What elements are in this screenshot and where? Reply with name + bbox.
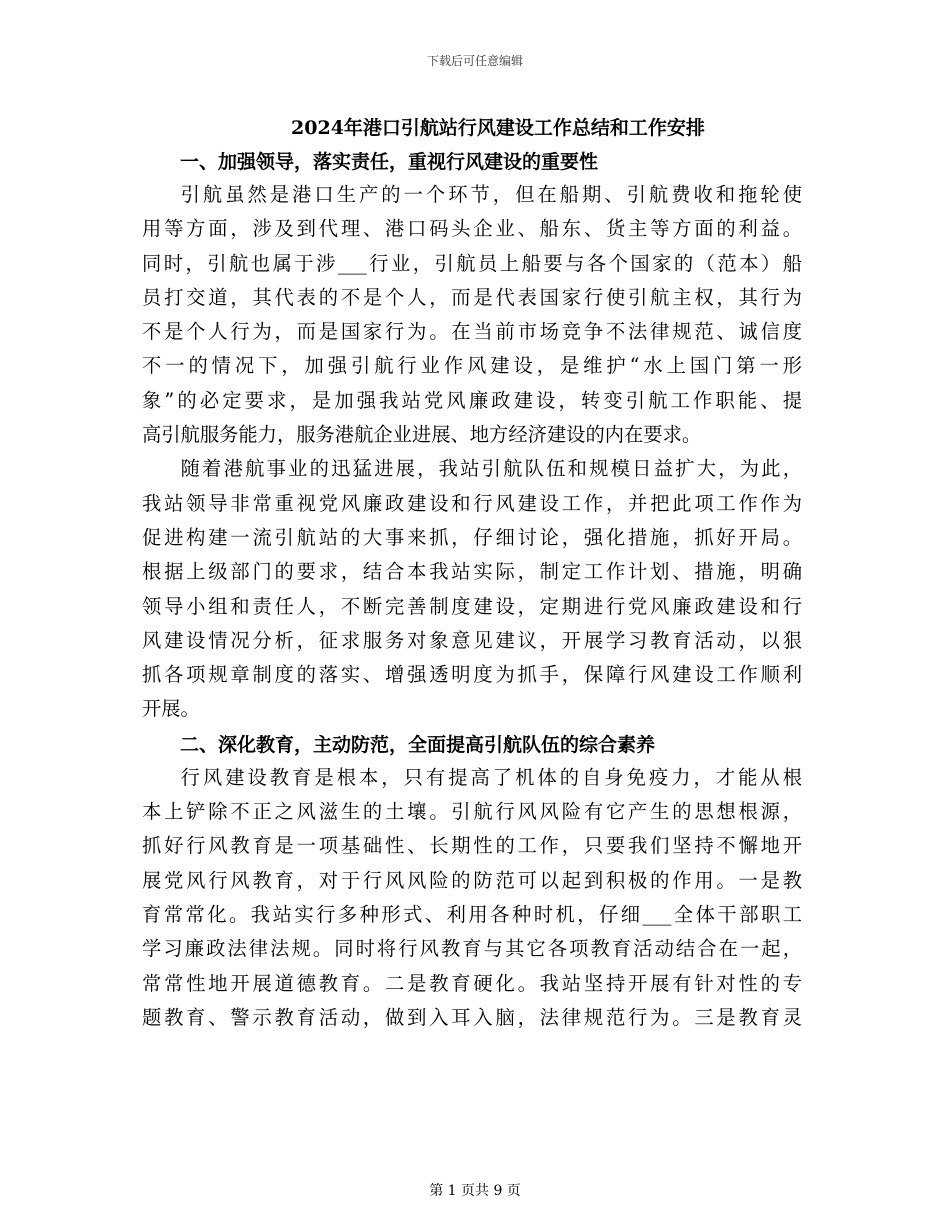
text-line: 常常性地开展道德教育。二是教育硬化。我站坚持开展有针对性的专	[142, 971, 802, 995]
text-line: 同时，引航也属于涉___行业，引航员上船要与各个国家的（范本）船	[142, 251, 802, 275]
text-line: 开展。	[142, 697, 200, 721]
page-footer: 第 1 页共 9 页	[429, 1183, 521, 1199]
text-line: 员打交道，其代表的不是个人，而是代表国家行使引航主权，其行为	[142, 285, 802, 309]
paragraph-3	[142, 761, 802, 1035]
page-header: 下载后可任意编辑	[426, 54, 523, 68]
text-line: 抓好行风教育是一项基础性、长期性的工作，只要我们坚持不懈地开	[142, 834, 802, 858]
text-line: 本上铲除不正之风滋生的土壤。引航行风风险有它产生的思想根源，	[142, 800, 802, 824]
paragraph-1	[142, 178, 802, 452]
text-line: 育常常化。我站实行多种形式、利用各种时机，仔细___全体干部职工	[142, 902, 802, 926]
document-title: 2024年港口引航站行风建设工作总结和工作安排	[291, 117, 705, 139]
text-line: 象”的必定要求，是加强我站党风廉政建设，转变引航工作职能、提	[142, 388, 802, 412]
text-line: 引航虽然是港口生产的一个环节，但在船期、引航费收和拖轮使	[180, 183, 802, 206]
document-body	[142, 146, 802, 1035]
text-line: 用等方面，涉及到代理、港口码头企业、船东、货主等方面的利益。	[142, 217, 802, 241]
text-line: 根据上级部门的要求，结合本我站实际，制定工作计划、措施，明确	[142, 560, 802, 584]
text-line: 抓各项规章制度的落实、增强透明度为抓手，保障行风建设工作顺利	[142, 663, 802, 687]
text-line: 高引航服务能力，服务港航企业进展、地方经济建设的内在要求。	[142, 423, 702, 447]
section-heading-1: 一、加强领导，落实责任，重视行风建设的重要性	[180, 151, 599, 173]
text-line: 不一的情况下，加强引航行业作风建设，是维护“水上国门第一形	[142, 354, 802, 378]
text-line: 我站领导非常重视党风廉政建设和行风建设工作，并把此项工作作为	[142, 491, 802, 515]
text-line: 随着港航事业的迅猛进展，我站引航队伍和规模日益扩大，为此，	[180, 457, 802, 481]
text-line: 领导小组和责任人，不断完善制度建设，定期进行党风廉政建设和行	[142, 594, 802, 618]
text-line: 展党风行风教育，对于行风风险的防范可以起到积极的作用。一是教	[142, 868, 802, 892]
text-line: 题教育、警示教育活动，做到入耳入脑，法律规范行为。三是教育灵	[142, 1005, 802, 1029]
text-line: 风建设情况分析，征求服务对象意见建议，开展学习教育活动，以狠	[142, 628, 802, 652]
section-heading-2: 二、深化教育，主动防范，全面提高引航队伍的综合素养	[180, 733, 656, 756]
paragraph-2	[142, 452, 802, 726]
text-line: 不是个人行为，而是国家行为。在当前市场竞争不法律规范、诚信度	[142, 320, 802, 344]
text-line: 行风建设教育是根本，只有提高了机体的自身免疫力，才能从根	[180, 765, 802, 789]
text-line: 促进构建一流引航站的大事来抓，仔细讨论，强化措施，抓好开局。	[142, 525, 802, 549]
text-line: 学习廉政法律法规。同时将行风教育与其它各项教育活动结合在一起，	[142, 937, 802, 961]
